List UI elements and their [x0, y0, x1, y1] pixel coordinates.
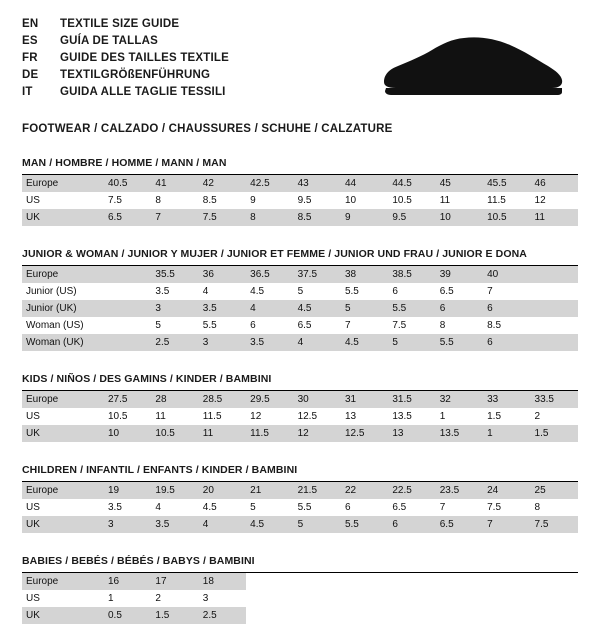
language-code: FR — [22, 52, 38, 64]
cell: 39 — [436, 266, 483, 283]
row-label: Junior (UK) — [22, 300, 104, 317]
cell: 6.5 — [297, 320, 312, 331]
cell: 13 — [388, 425, 435, 442]
cell — [531, 607, 578, 624]
cell — [246, 590, 293, 607]
cell: 4.5 — [294, 300, 341, 317]
row-label: Woman (UK) — [22, 334, 104, 351]
cell: 12 — [250, 411, 262, 422]
language-title: GUIDE DES TAILLES TEXTILE — [60, 52, 229, 64]
cell — [531, 573, 578, 590]
cell: 5 — [341, 300, 388, 317]
cell: 10 — [104, 425, 151, 442]
size-group-junior-woman — [22, 248, 578, 351]
cell: 10.5 — [151, 425, 198, 442]
row-label: Woman (US) — [26, 320, 84, 331]
table-row — [22, 573, 578, 590]
cell: 38.5 — [388, 266, 435, 283]
row-label: Junior (US) — [26, 286, 77, 297]
cell — [483, 573, 530, 590]
cell: 30 — [294, 391, 341, 408]
cell: 24 — [483, 482, 530, 499]
cell: 21.5 — [294, 482, 341, 499]
cell: 10 — [344, 195, 357, 206]
cell — [341, 590, 388, 607]
cell — [246, 607, 293, 624]
table-row — [22, 334, 578, 351]
cell: 6 — [483, 334, 530, 351]
cell: 11.5 — [246, 425, 293, 442]
cell — [104, 300, 151, 317]
cell: 1.5 — [151, 607, 198, 624]
cell — [436, 590, 483, 607]
group-title: MAN / HOMBRE / HOMME / MANN / MAN — [22, 157, 227, 169]
group-title: JUNIOR & WOMAN / JUNIOR Y MUJER / JUNIOR ET FEMME / JUNIOR UND FRAU / JUNIOR E DONA — [22, 248, 527, 260]
cell: 8.5 — [202, 195, 217, 206]
cell: 11 — [439, 195, 451, 206]
cell: 3.5 — [108, 502, 122, 513]
row-label: Europe — [22, 266, 104, 283]
cell: 8 — [439, 320, 446, 331]
cell: 13 — [344, 411, 357, 422]
cell: 38 — [341, 266, 388, 283]
footer-spacer — [22, 624, 578, 634]
cell — [294, 573, 341, 590]
cell: 7.5 — [392, 320, 407, 331]
cell: 2.5 — [199, 607, 246, 624]
cell: 11 — [531, 209, 578, 226]
cell: 7 — [439, 502, 446, 513]
cell: 6 — [392, 286, 398, 297]
table-row — [22, 408, 578, 425]
language-title: GUÍA DE TALLAS — [60, 35, 158, 47]
cell: 42.5 — [246, 175, 293, 192]
language-row — [22, 16, 229, 33]
cell: 4 — [202, 286, 209, 297]
cell: 4.5 — [246, 516, 293, 533]
cell: 36.5 — [246, 266, 293, 283]
cell: 5 — [294, 516, 341, 533]
cell: 43 — [294, 175, 341, 192]
cell — [104, 283, 151, 300]
cell: 44 — [341, 175, 388, 192]
cell: 40 — [483, 266, 530, 283]
cell: 5.5 — [436, 334, 483, 351]
cell: 40.5 — [104, 175, 151, 192]
cell: 11.5 — [487, 195, 506, 206]
cell: 11 — [199, 425, 246, 442]
cell: 4 — [199, 516, 246, 533]
cell: 5 — [388, 334, 435, 351]
row-label: US — [26, 195, 40, 206]
language-title-list — [22, 16, 229, 101]
cell — [388, 607, 435, 624]
cell: 5.5 — [341, 516, 388, 533]
cell: 21 — [246, 482, 293, 499]
cell: 10.5 — [392, 195, 412, 206]
cell: 18 — [199, 573, 246, 590]
cell: 1 — [108, 593, 114, 604]
cell: 0.5 — [104, 607, 151, 624]
cell: 12 — [294, 425, 341, 442]
cell: 5 — [297, 286, 304, 297]
cell: 8.5 — [487, 320, 502, 331]
row-label: Europe — [22, 573, 104, 590]
cell: 10.5 — [108, 411, 128, 422]
table-row — [22, 391, 578, 408]
page-header — [22, 16, 578, 105]
cell: 7.5 — [531, 516, 578, 533]
cell — [436, 607, 483, 624]
group-title: BABIES / BEBÉS / BÉBÉS / BABYS / BAMBINI — [22, 555, 255, 567]
cell — [483, 590, 530, 607]
cell — [104, 334, 151, 351]
cell — [483, 607, 530, 624]
cell: 7 — [483, 516, 530, 533]
cell: 6 — [388, 516, 435, 533]
cell: 4 — [155, 502, 161, 513]
category-heading: FOOTWEAR / CALZADO / CHAUSSURES / SCHUHE / CALZATURE — [22, 123, 393, 135]
language-title: TEXTILGRÖßENFÜHRUNG — [60, 69, 211, 81]
language-row — [22, 50, 229, 67]
cell: 12.5 — [341, 425, 388, 442]
cell: 36 — [199, 266, 246, 283]
cell: 13.5 — [436, 425, 483, 442]
cell: 5 — [250, 502, 256, 513]
cell: 41 — [151, 175, 198, 192]
cell: 3 — [199, 334, 246, 351]
cell: 42 — [199, 175, 246, 192]
cell: 28.5 — [199, 391, 246, 408]
row-label: US — [26, 593, 40, 604]
cell: 3.5 — [199, 300, 246, 317]
cell: 6 — [344, 502, 351, 513]
language-code: ES — [22, 35, 38, 47]
cell: 5.5 — [202, 320, 217, 331]
table-row — [22, 192, 578, 209]
cell — [531, 590, 578, 607]
cell: 28 — [151, 391, 198, 408]
cell: 31 — [341, 391, 388, 408]
cell: 1.5 — [487, 411, 502, 422]
cell: 6 — [250, 320, 256, 331]
cell: 2 — [155, 593, 161, 604]
cell: 22 — [341, 482, 388, 499]
row-label: Europe — [22, 391, 104, 408]
language-row — [22, 67, 229, 84]
cell: 27.5 — [104, 391, 151, 408]
size-table — [22, 482, 578, 533]
cell: 6.5 — [436, 516, 483, 533]
size-table — [22, 391, 578, 442]
cell — [531, 317, 578, 334]
cell: 17 — [151, 573, 198, 590]
cell: 9.5 — [297, 195, 312, 206]
cell: 10.5 — [483, 209, 530, 226]
size-table — [22, 573, 578, 624]
table-row — [22, 516, 578, 533]
language-row — [22, 33, 229, 50]
cell: 45.5 — [483, 175, 530, 192]
cell: 9.5 — [388, 209, 435, 226]
cell — [531, 334, 578, 351]
cell — [531, 300, 578, 317]
cell: 22.5 — [388, 482, 435, 499]
cell — [341, 573, 388, 590]
cell: 20 — [199, 482, 246, 499]
cell — [388, 573, 435, 590]
cell: 6 — [436, 300, 483, 317]
cell: 1 — [483, 425, 530, 442]
cell — [104, 317, 151, 334]
cell — [246, 573, 293, 590]
table-row — [22, 499, 578, 516]
table-row — [22, 425, 578, 442]
cell: 8 — [155, 195, 161, 206]
cell — [341, 607, 388, 624]
row-label: UK — [22, 209, 104, 226]
row-label: UK — [22, 425, 104, 442]
cell — [436, 573, 483, 590]
language-code: DE — [22, 69, 39, 81]
cell: 4.5 — [341, 334, 388, 351]
cell: 33.5 — [531, 391, 578, 408]
cell: 4 — [294, 334, 341, 351]
group-title: KIDS / NIÑOS / DES GAMINS / KINDER / BAMBINI — [22, 373, 272, 385]
cell: 13.5 — [392, 411, 412, 422]
table-row — [22, 317, 578, 334]
cell: 10 — [436, 209, 483, 226]
cell: 7.5 — [487, 502, 502, 513]
cell: 31.5 — [388, 391, 435, 408]
table-row — [22, 300, 578, 317]
group-title: CHILDREN / INFANTIL / ENFANTS / KINDER / BAMBINI — [22, 464, 298, 476]
cell — [388, 590, 435, 607]
table-row — [22, 590, 578, 607]
cell: 8 — [534, 502, 541, 513]
cell: 9 — [250, 195, 256, 206]
row-label: US — [26, 411, 40, 422]
cell: 19.5 — [151, 482, 198, 499]
cell: 7 — [151, 209, 198, 226]
table-row — [22, 175, 578, 192]
cell: 5 — [155, 320, 161, 331]
cell: 4.5 — [250, 286, 265, 297]
language-code: EN — [22, 18, 39, 30]
cell: 8.5 — [294, 209, 341, 226]
cell: 5.5 — [297, 502, 312, 513]
row-label: Europe — [22, 482, 104, 499]
cell: 19 — [104, 482, 151, 499]
cell: 4 — [246, 300, 293, 317]
table-row — [22, 266, 578, 283]
cell: 45 — [436, 175, 483, 192]
cell: 5.5 — [388, 300, 435, 317]
cell: 7.5 — [108, 195, 122, 206]
size-group-kids — [22, 373, 578, 442]
cell: 32 — [436, 391, 483, 408]
language-title: GUIDA ALLE TAGLIE TESSILI — [60, 86, 226, 98]
cell: 1 — [439, 411, 446, 422]
table-row — [22, 209, 578, 226]
row-label: US — [26, 502, 40, 513]
size-group-babies — [22, 555, 578, 624]
cell: 6.5 — [392, 502, 407, 513]
size-group-man — [22, 157, 578, 226]
cell — [104, 266, 151, 283]
cell: 3.5 — [246, 334, 293, 351]
cell: 7.5 — [199, 209, 246, 226]
cell — [294, 590, 341, 607]
cell: 2 — [534, 411, 541, 422]
cell: 7 — [344, 320, 351, 331]
cell: 35.5 — [151, 266, 198, 283]
cell: 44.5 — [388, 175, 435, 192]
size-table — [22, 175, 578, 226]
cell: 1.5 — [531, 425, 578, 442]
cell: 3.5 — [151, 516, 198, 533]
language-title: TEXTILE SIZE GUIDE — [60, 18, 180, 30]
cell: 12.5 — [297, 411, 318, 422]
cell: 11 — [155, 411, 166, 422]
cell: 3 — [151, 300, 198, 317]
cell: 12 — [534, 195, 546, 206]
cell: 7 — [487, 286, 493, 297]
cell: 16 — [104, 573, 151, 590]
cell — [294, 607, 341, 624]
cell: 6 — [483, 300, 530, 317]
cell — [531, 266, 578, 283]
cell: 33 — [483, 391, 530, 408]
cell: 46 — [531, 175, 578, 192]
cell: 5.5 — [344, 286, 359, 297]
size-group-children — [22, 464, 578, 533]
cell: 4.5 — [202, 502, 217, 513]
row-label: UK — [22, 516, 104, 533]
table-row — [22, 482, 578, 499]
row-label: Europe — [22, 175, 104, 192]
cell: 23.5 — [436, 482, 483, 499]
cell: 3.5 — [155, 286, 170, 297]
cell: 9 — [341, 209, 388, 226]
table-row — [22, 607, 578, 624]
size-table — [22, 266, 578, 351]
cell: 2.5 — [151, 334, 198, 351]
cell: 6.5 — [104, 209, 151, 226]
cell: 8 — [246, 209, 293, 226]
cell: 3 — [104, 516, 151, 533]
cell: 37.5 — [294, 266, 341, 283]
language-code: IT — [22, 86, 33, 98]
cell: 3 — [202, 593, 209, 604]
row-label: UK — [22, 607, 104, 624]
cell: 29.5 — [246, 391, 293, 408]
cell: 6.5 — [439, 286, 454, 297]
table-row — [22, 283, 578, 300]
cell: 25 — [531, 482, 578, 499]
cell — [531, 283, 578, 300]
cell: 11.5 — [202, 411, 222, 422]
language-row — [22, 84, 229, 101]
dress-shoe-icon — [376, 30, 566, 105]
